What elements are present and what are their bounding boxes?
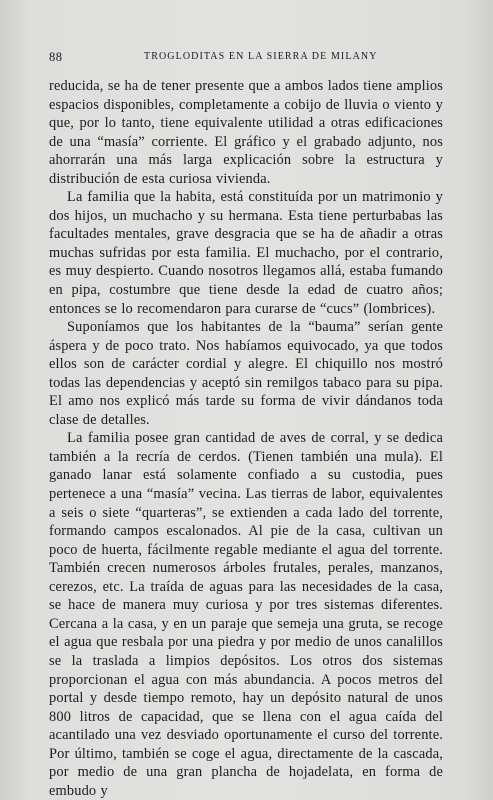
paragraph-4: La familia posee gran cantidad de aves de corral, y se dedica también a la recría de cerdos. (Tienen también una mula). El ganado lanar está solamente confiado a su custodia, pues pertenece a una “masía” vecina. Las tierras de labor, equivalentes a seis o siete “quarteras”, se extienden a cada lado del torrente, formando campos escalonados. Al pie de la casa, cultivan un poco de huerta, fácilmente regable mediante el agua del torrente. También crecen numerosos árboles frutales, perales, manzanos, cerezos, etc. La traída de aguas para las necesidades de la casa, se hace de manera muy curiosa y por tres sistemas diferentes. Cercana a la casa, y en un paraje que semeja una gruta, se recoge el agua que resbala por una piedra y por medio de unos canalillos se la traslada a limpios depósitos. Los otros dos sistemas proporcionan el agua con más abundancia. A pocos metros del portal y desde tiempo remoto, hay un depósito natural de unos 800 litros de capacidad, que se llena con el agua caída del acantilado una vez desviado oportunamente el curso del torrente. Por último, también se coge el agua, directamente de la cascada, por medio de una gran plancha de hojadelata, en forma de embudo y: [49, 430, 443, 799]
body-text: [49, 77, 443, 800]
page-header: [49, 50, 445, 66]
paragraph-3: Suponíamos que los habitantes de la “bauma” serían gente áspera y de poco trato. Nos habíamos equivocado, ya que todos ellos son de carácter cordial y alegre. El chiquillo nos mostró todas las dependencias y aceptó sin remilgos tabaco para su pipa. El amo nos explicó más tarde su forma de vivir dándanos toda clase de detalles.: [49, 319, 443, 428]
page-number: 88: [49, 50, 63, 64]
paragraph-2: La familia que la habita, está constituída por un matrimonio y dos hijos, un muchacho y su hermana. Esta tiene perturbabas las facultades mentales, grave desgracia que se ha de añadir a otras muchas sufridas por esta familia. El muchacho, por el contrario, es muy despierto. Cuando nosotros llegamos allá, estaba fumando en pipa, costumbre que tiene desde la edad de cuatro años; entonces se lo recomendaron para curarse de “cucs” (lombrices).: [49, 189, 443, 317]
paragraph-1: reducida, se ha de tener presente que a ambos lados tiene amplios espacios disponibles, completamente a cobijo de lluvia o viento y que, por lo tanto, tiene equivalente utilidad a otras edificaciones de una “masía” corriente. El gráfico y el grabado adjunto, nos ahorrarán una más larga explicación sobre la estructura y distribución de esta curiosa vivienda.: [49, 78, 443, 187]
running-title: TROGLODITAS EN LA SIERRA DE MILANY: [144, 51, 378, 62]
